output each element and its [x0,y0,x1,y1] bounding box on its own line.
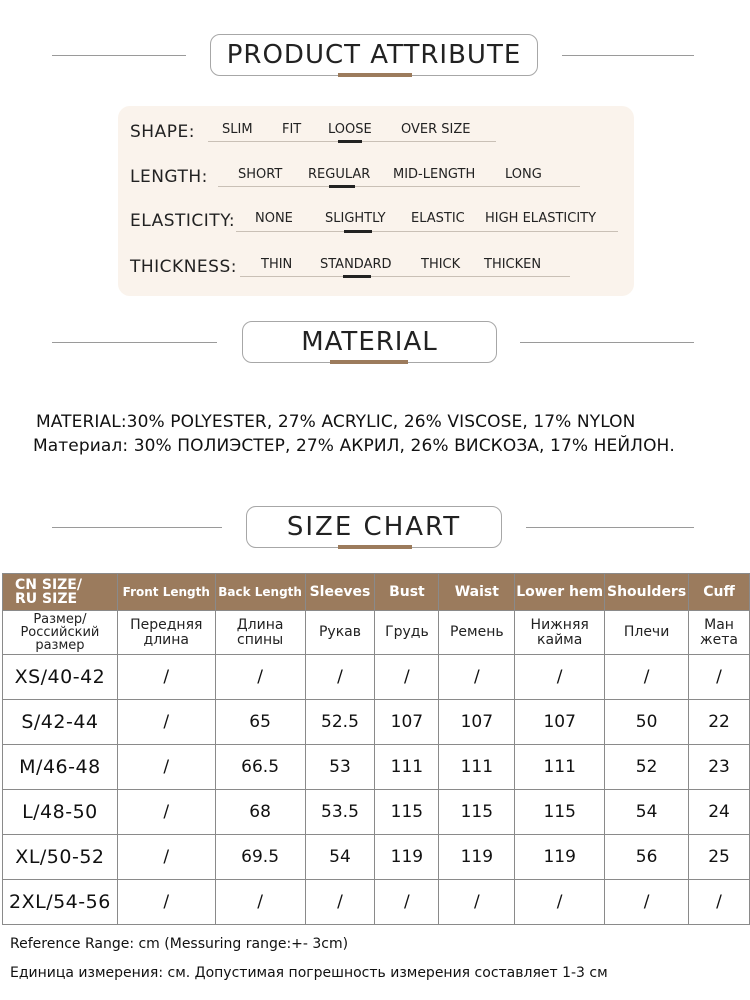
divider-right [562,55,694,56]
measure-cell: 111 [439,745,515,790]
measure-cell: 52.5 [305,700,375,745]
measure-cell: / [439,880,515,925]
section-title-attribute-text: PRODUCT ATTRIBUTE [226,40,522,70]
measure-cell: / [215,655,305,700]
measure-cell: / [117,835,215,880]
header-cell: Front Length [117,574,215,611]
measure-cell: 23 [689,745,750,790]
measure-cell: 107 [375,700,439,745]
size-cell: L/48-50 [3,790,118,835]
measure-cell: 22 [689,700,750,745]
attr-selected-marker [338,140,362,143]
measure-cell: 66.5 [215,745,305,790]
section-title-material-text: MATERIAL [301,327,438,357]
subheader-cell: Плечи [605,611,689,655]
measure-cell: 119 [515,835,605,880]
header-cell: Back Length [215,574,305,611]
size-cell: M/46-48 [3,745,118,790]
measure-cell: 111 [515,745,605,790]
attr-option-selected: REGULAR [308,167,371,182]
measure-cell: / [605,880,689,925]
attr-option: THIN [261,257,293,272]
measure-cell: / [215,880,305,925]
attr-label-shape: SHAPE: [130,122,195,142]
divider-right [520,342,694,343]
subheader-cell: Ремень [439,611,515,655]
attr-selected-marker [343,275,371,278]
measure-cell: / [515,655,605,700]
attr-option: SLIM [222,122,253,137]
attr-label-thickness: THICKNESS: [130,257,237,277]
subheader-cell-text: Передняя длина [130,616,203,648]
attr-option: LONG [505,167,542,182]
subheader-cell [3,611,118,655]
measure-cell: 119 [439,835,515,880]
header-cell: Bust [375,574,439,611]
measure-cell: 53 [305,745,375,790]
table-header-row [3,574,750,611]
attr-rule [218,186,580,187]
attr-selected-marker [329,185,355,188]
attr-rule [240,276,570,277]
measure-cell: / [305,655,375,700]
measure-cell: 24 [689,790,750,835]
measure-cell: / [689,655,750,700]
material-russian: Материал: 30% ПОЛИЭСТЕР, 27% АКРИЛ, 26% ВИСКОЗА, 17% НЕЙЛОН. [33,436,675,456]
attr-option: ELASTIC [411,211,465,226]
measure-cell: 56 [605,835,689,880]
attr-option: SHORT [238,167,283,182]
divider-left [52,342,217,343]
measure-cell: 115 [515,790,605,835]
measure-cell: 119 [375,835,439,880]
measure-cell: / [439,655,515,700]
size-chart-table [2,573,750,925]
measure-cell: / [375,880,439,925]
measure-cell: 69.5 [215,835,305,880]
subheader-cell [515,611,605,655]
measure-cell: 115 [375,790,439,835]
table-row [3,790,750,835]
attr-option: HIGH ELASTICITY [485,211,597,226]
table-row [3,655,750,700]
size-cell: XS/40-42 [3,655,118,700]
table-row [3,745,750,790]
attr-option-selected: LOOSE [328,122,372,137]
section-title-material [242,321,497,363]
title-accent-bar [338,545,412,549]
subheader-cell [117,611,215,655]
attr-label-length: LENGTH: [130,167,208,187]
size-cell: XL/50-52 [3,835,118,880]
divider-left [52,55,186,56]
subheader-cell-text: Ман жета [700,616,739,648]
measure-cell: / [117,700,215,745]
attr-option: THICK [421,257,461,272]
attr-option: THICKEN [484,257,542,272]
size-cell: S/42-44 [3,700,118,745]
subheader-cell: Грудь [375,611,439,655]
size-cell: 2XL/54-56 [3,880,118,925]
attr-selected-marker [344,230,372,233]
measure-cell: 50 [605,700,689,745]
measure-cell: 53.5 [305,790,375,835]
title-accent-bar [330,360,408,364]
reference-range-note-ru: Единица измерения: см. Допустимая погрешность измерения составляет 1-3 см [10,965,608,981]
measure-cell: / [689,880,750,925]
measure-cell: 25 [689,835,750,880]
table-row [3,700,750,745]
attr-option-selected: SLIGHTLY [325,211,386,226]
measure-cell: 107 [515,700,605,745]
section-title-size-chart-text: SIZE CHART [286,512,462,542]
measure-cell: / [305,880,375,925]
subheader-cell: Рукав [305,611,375,655]
subheader-cell [689,611,750,655]
table-row [3,835,750,880]
measure-cell: 107 [439,700,515,745]
measure-cell: 115 [439,790,515,835]
measure-cell: / [117,745,215,790]
header-cell: Shoulders [605,574,689,611]
section-title-attribute [210,34,538,76]
table-subheader-row [3,611,750,655]
header-cell-text: CN SIZE/ RU SIZE [15,577,82,607]
measure-cell: 54 [605,790,689,835]
measure-cell: / [117,655,215,700]
subheader-cell [215,611,305,655]
header-cell: Waist [439,574,515,611]
measure-cell: / [117,790,215,835]
header-cell: Cuff [689,574,750,611]
section-title-size-chart [246,506,502,548]
measure-cell: 65 [215,700,305,745]
header-cell: Lower hem [515,574,605,611]
measure-cell: 54 [305,835,375,880]
header-cell: Sleeves [305,574,375,611]
measure-cell: 111 [375,745,439,790]
subheader-cell-text: Размер/ Российский размер [20,612,100,653]
measure-cell: / [515,880,605,925]
measure-cell: / [375,655,439,700]
subheader-cell-text: Длина спины [236,616,284,648]
size-rows [3,655,750,925]
material-english: MATERIAL:30% POLYESTER, 27% ACRYLIC, 26% VISCOSE, 17% NYLON [36,412,636,432]
measure-cell: 52 [605,745,689,790]
subheader-cell-text: Нижняя кайма [530,616,589,648]
attr-option: MID-LENGTH [393,167,476,182]
divider-left [52,527,222,528]
attr-option: FIT [282,122,302,137]
attr-label-elasticity: ELASTICITY: [130,211,236,231]
attr-option-selected: STANDARD [320,257,392,272]
attribute-panel [118,106,634,296]
header-cell [3,574,118,611]
attr-option: OVER SIZE [401,122,471,137]
measure-cell: 68 [215,790,305,835]
divider-right [526,527,694,528]
measure-cell: / [605,655,689,700]
table-row [3,880,750,925]
title-accent-bar [338,73,412,77]
reference-range-note: Reference Range: cm (Messuring range:+- 3cm) [10,936,349,952]
attr-option: NONE [255,211,293,226]
measure-cell: / [117,880,215,925]
attr-rule [236,231,618,232]
